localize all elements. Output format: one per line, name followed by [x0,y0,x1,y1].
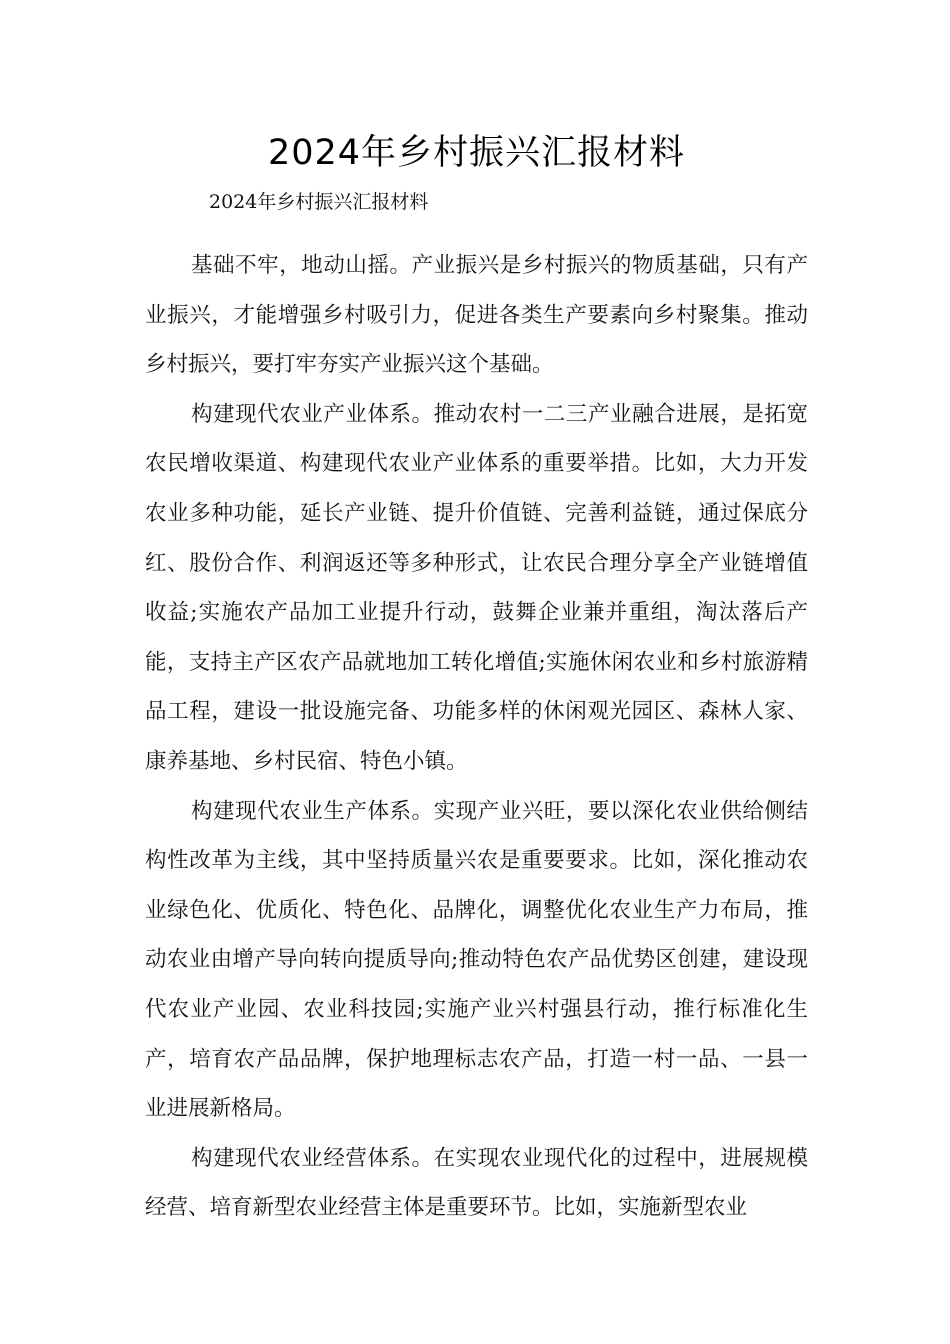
paragraph-management-system: 构建现代农业经营体系。在实现农业现代化的过程中，进展规模经营、培育新型农业经营主体是重要环节。比如，实施新型农业 [145,1145,808,1221]
document-subtitle: 2024年乡村振兴汇报材料 [209,191,429,213]
paragraph-industry-system: 构建现代农业产业体系。推动农村一二三产业融合进展，是拓宽农民增收渠道、构建现代农业产业体系的重要举措。比如，大力开发农业多种功能，延长产业链、提升价值链、完善利益链，通过保底分红、股份合作、利润返还等多种形式，让农民合理分享全产业链增值收益;实施农产品加工业提升行动，鼓舞企业兼并重组，淘汰落后产能，支持主产区农产品就地加工转化增值;实施休闲农业和乡村旅游精品工程，建设一批设施完备、功能多样的休闲观光园区、森林人家、康养基地、乡村民宿、特色小镇。 [145,401,808,774]
document-body [145,241,808,1233]
paragraph-production-system: 构建现代农业生产体系。实现产业兴旺，要以深化农业供给侧结构性改革为主线，其中坚持质量兴农是重要要求。比如，深化推动农业绿色化、优质化、特色化、品牌化，调整优化农业生产力布局，推动农业由增产导向转向提质导向;推动特色农产品优势区创建，建设现代农业产业园、农业科技园;实施产业兴村强县行动，推行标准化生产，培育农产品品牌，保护地理标志农产品，打造一村一品、一县一业进展新格局。 [145,798,808,1122]
paragraph-intro: 基础不牢，地动山摇。产业振兴是乡村振兴的物质基础，只有产业振兴，才能增强乡村吸引力，促进各类生产要素向乡村聚集。推动乡村振兴，要打牢夯实产业振兴这个基础。 [145,253,808,378]
document-title: 2024年乡村振兴汇报材料 [267,133,686,173]
